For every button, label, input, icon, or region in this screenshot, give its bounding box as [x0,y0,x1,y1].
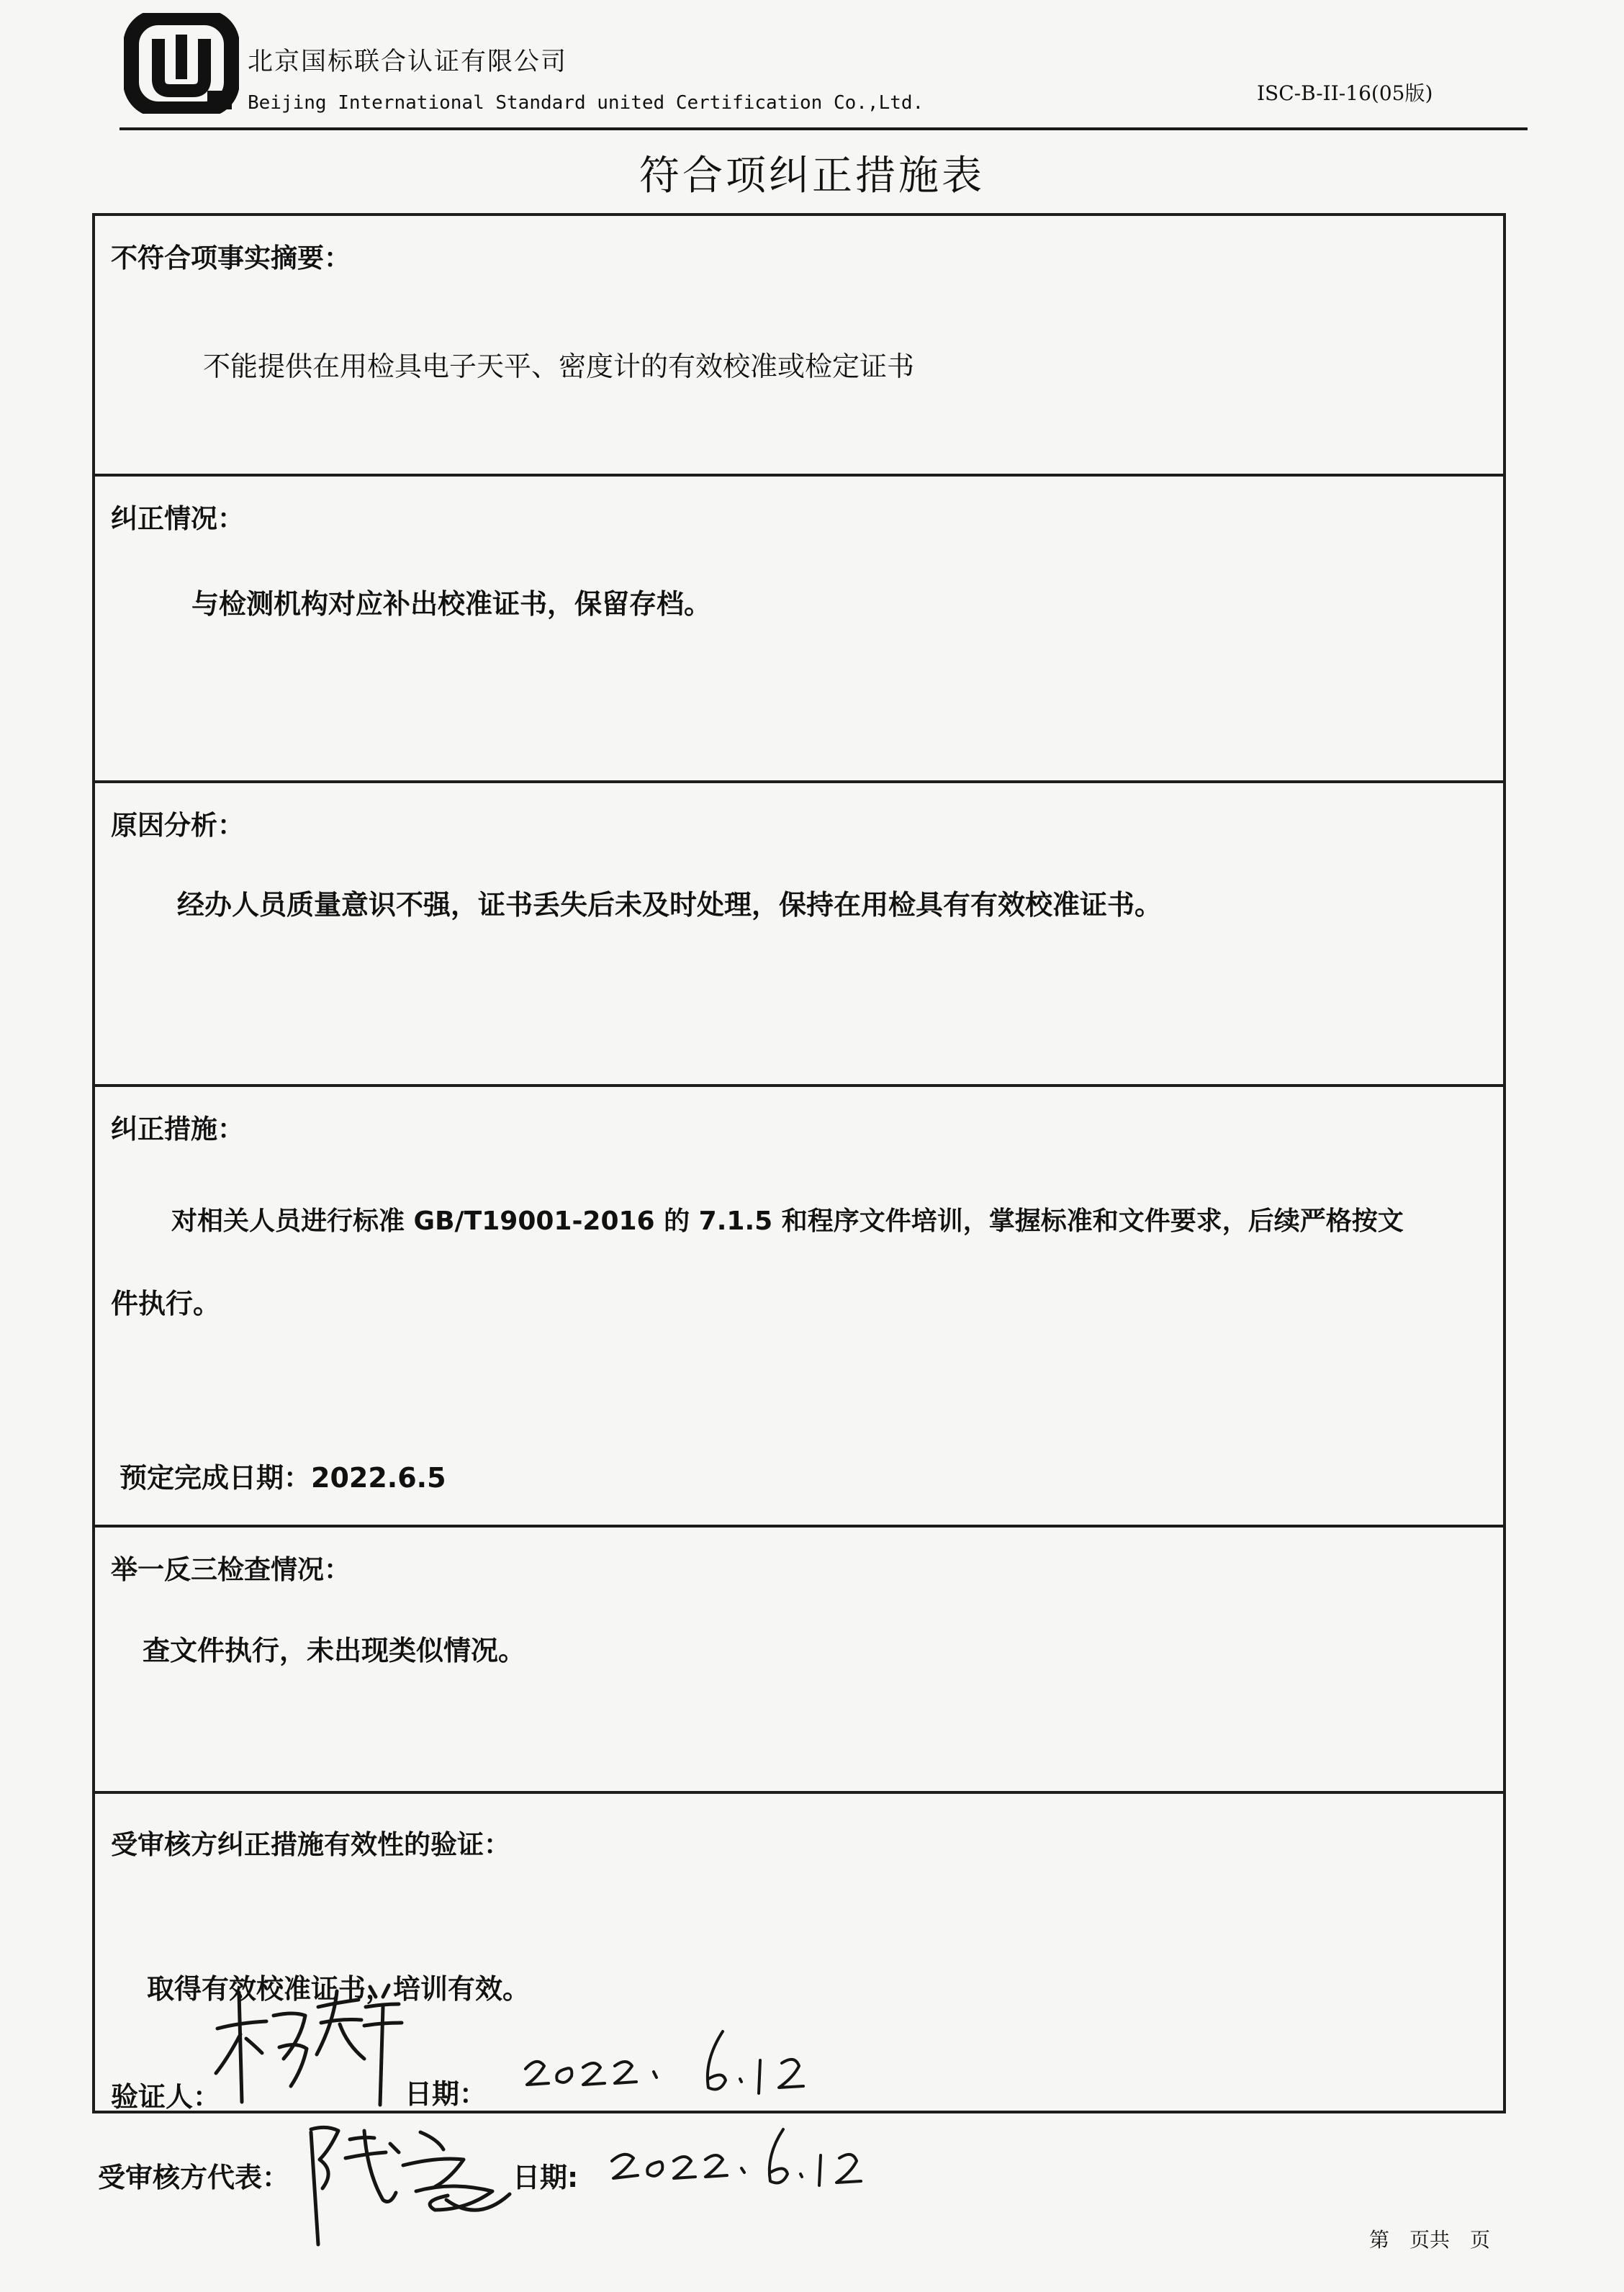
document-title: 符合项纠正措施表 [639,153,985,199]
corrective-action-text-line2: 件执行。 [111,1288,221,1319]
company-name-en: Beijing International Standard united Certification Co.,Ltd. [248,92,924,114]
correction-text: 与检测机构对应补出校准证书，保留存档。 [191,588,712,620]
verifier-signature [210,1978,412,2108]
auditee-date-label: 日期: [513,2162,579,2193]
section-label: 受审核方纠正措施有效性的验证： [111,1829,510,1860]
company-name-cn: 北京国标联合认证有限公司 [248,48,568,76]
section-label: 不符合项事实摘要： [111,243,351,274]
auditee-signature [294,2115,524,2252]
section-cause-analysis [92,783,1506,1087]
auditee-representative-label: 受审核方代表： [98,2162,290,2193]
corrective-action-form [92,213,1506,2113]
verifier-label: 验证人： [111,2081,221,2113]
header-divider [119,127,1528,130]
section-corrective-action [92,1087,1506,1528]
section-correction [92,477,1506,783]
form-code: ISC-B-II-16(05版) [1257,81,1433,105]
cause-text: 经办人员质量意识不强，证书丢失后未及时处理，保持在用检具有有效校准证书。 [177,889,1163,921]
page-number: 第 页共 页 [1369,2228,1491,2252]
section-nonconformity-summary [92,213,1506,477]
due-date-label: 预定完成日期： [119,1462,312,1494]
section-label: 纠正情况： [111,503,244,534]
section-verification [92,1794,1506,2113]
extended-check-text: 查文件执行，未出现类似情况。 [143,1635,526,1666]
section-label: 纠正措施： [111,1114,244,1145]
due-date-value: 2022.6.5 [311,1462,446,1494]
auditee-date-handwritten [605,2124,878,2196]
due-date-row [119,1456,446,1495]
section-extended-check [92,1528,1506,1794]
verifier-date-label: 日期： [405,2078,487,2110]
section-label: 举一反三检查情况： [111,1554,351,1585]
section-label: 原因分析： [111,810,244,841]
company-logo [124,13,239,114]
verifier-date-handwritten [520,2024,829,2103]
verification-text: 取得有效校准证书，培训有效。 [147,1973,531,2005]
corrective-action-text-line1: 对相关人员进行标准 GB/T19001-2016 的 7.1.5 和程序文件培训，掌握标准和文件要求，后续严格按文 [171,1206,1404,1236]
nonconformity-text: 不能提供在用检具电子天平、密度计的有效校准或检定证书 [203,351,915,382]
